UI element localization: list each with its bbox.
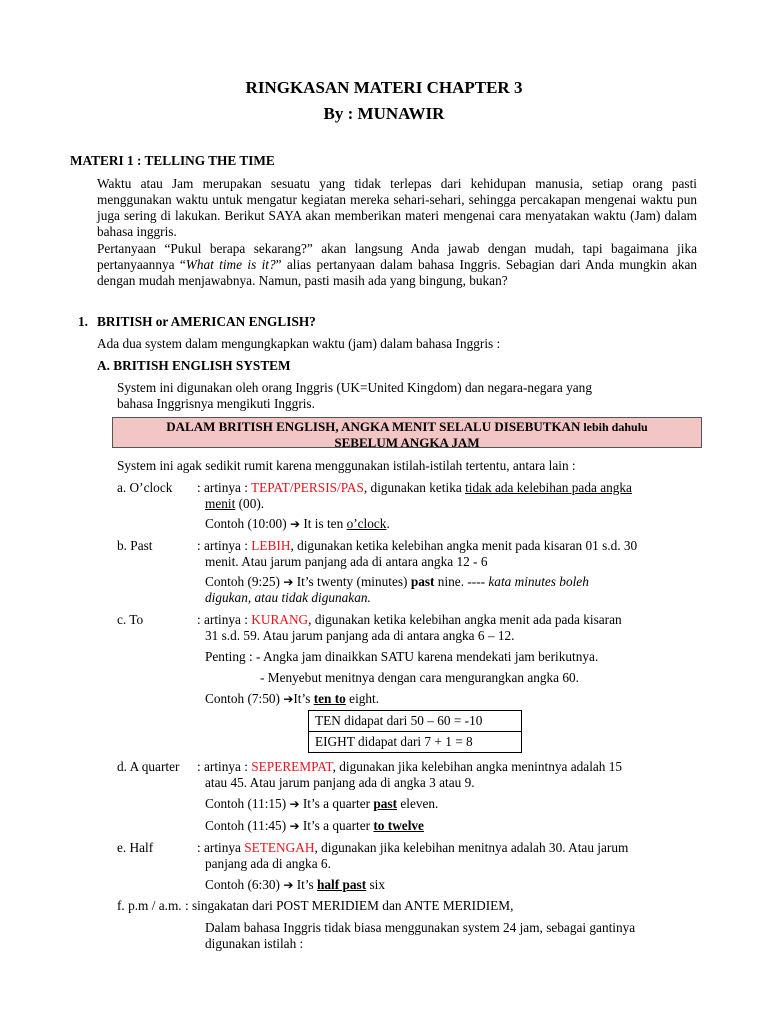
arrow-icon: ➔ [283, 878, 294, 892]
term-def-pm-am-line2: Dalam bahasa Inggris tidak biasa menggunakan system 24 jam, sebagai gantinya [205, 920, 636, 935]
arrow-icon: ➔ [283, 692, 294, 706]
materi-heading: MATERI 1 : TELLING THE TIME [70, 153, 275, 168]
calculation-cell: TEN didapat dari 50 – 60 = -10 [309, 711, 522, 732]
term-def-quarter: : artinya : SEPEREMPAT, digunakan jika kelebihan angka menintnya adalah 15 [197, 759, 623, 774]
term-label-to: c. To [117, 612, 144, 627]
materi-paragraph-2: Pertanyaan “Pukul berapa sekarang?” akan langsung Anda jawab dengan mudah, tapi bagaimana jika pertanyaannya “What time is it?” alias pertanyaan dalam bahasa Inggris. Sebagian dari Anda mungkin akan dengan mudah menjawabnya. Namun, pasti masih ada yang bingung, bukan? [97, 241, 698, 288]
table-row [309, 711, 522, 732]
document-title: RINGKASAN MATERI CHAPTER 3 [245, 78, 523, 97]
document-author: By : MUNAWIR [323, 104, 445, 123]
term-def-pm-am-line3: digunakan istilah : [205, 936, 304, 951]
term-def-half-line2: panjang ada di angka 6. [205, 856, 331, 871]
section-intro: Ada dua system dalam mengungkapkan waktu (jam) dalam bahasa Inggris : [97, 336, 501, 351]
term-label-past: b. Past [117, 538, 153, 553]
example-quarter-to: Contoh (11:45) ➔ It’s a quarter to twelve [205, 818, 424, 833]
example-quarter-past: Contoh (11:15) ➔ It’s a quarter past eleven. [205, 796, 439, 811]
penting-line1: Penting : - Angka jam dinaikkan SATU karena mendekati jam berikutnya. [205, 649, 599, 664]
materi-paragraph-1: Waktu atau Jam merupakan sesuatu yang tidak terlepas dari kehidupan manusia, setiap orang pasti menggunakan waktu untuk mengatur kegiatan mereka sehari-sehari, sehingga percakapan mengenai waktu pun juga sering di lakukan. Berikut SAYA akan memberikan materi mengenai cara menyatakan waktu (Jam) dalam bahasa inggris. [97, 176, 697, 239]
calculation-cell: EIGHT didapat dari 7 + 1 = 8 [309, 732, 522, 753]
term-label-oclock: a. O’clock [117, 480, 173, 495]
example-oclock: Contoh (10:00) ➔ It is ten o’clock. [205, 516, 390, 531]
section-heading: BRITISH or AMERICAN ENGLISH? [97, 314, 316, 329]
arrow-icon: ➔ [289, 797, 300, 811]
term-def-past: : artinya : LEBIH, digunakan ketika kelebihan angka menit pada kisaran 01 s.d. 30 [197, 538, 638, 553]
penting-line2: - Menyebut menitnya dengan cara mengurangkan angka 60. [260, 670, 580, 685]
system-note: System ini agak sedikit rumit karena menggunakan istilah-istilah tertentu, antara lain : [117, 458, 576, 473]
subsection-desc-line1: System ini digunakan oleh orang Inggris (UK=United Kingdom) dan negara-negara yang [117, 380, 592, 395]
subsection-heading: A. BRITISH ENGLISH SYSTEM [97, 358, 291, 373]
term-def-oclock-line2: menit (00). [205, 496, 265, 511]
example-past-note: digukan, atau tidak digunakan. [205, 590, 371, 605]
term-def-quarter-line2: atau 45. Atau jarum panjang ada di angka 3 atau 9. [205, 775, 475, 790]
calculation-table [308, 710, 522, 753]
subsection-desc-line2: bahasa Inggrisnya mengikuti Inggris. [117, 396, 315, 411]
term-label-pm-am: f. p.m / a.m. : singakatan dari POST MERIDIEM dan ANTE MERIDIEM, [117, 898, 514, 913]
term-label-half: e. Half [117, 840, 154, 855]
example-past: Contoh (9:25) ➔ It’s twenty (minutes) past nine. ---- kata minutes boleh [205, 574, 589, 589]
example-half: Contoh (6:30) ➔ It’s half past six [205, 877, 385, 892]
term-def-to-line2: 31 s.d. 59. Atau jarum panjang ada di antara angka 6 – 12. [205, 628, 515, 643]
arrow-icon: ➔ [289, 819, 300, 833]
term-def-to: : artinya : KURANG, digunakan ketika kelebihan angka menit ada pada kisaran [197, 612, 622, 627]
highlight-box: DALAM BRITISH ENGLISH, ANGKA MENIT SELALU DISEBUTKAN lebih dahulu SEBELUM ANGKA JAM [112, 417, 702, 448]
term-def-past-line2: menit. Atau jarum panjang ada di antara angka 12 - 6 [205, 554, 488, 569]
example-to: Contoh (7:50) ➔It’s ten to eight. [205, 691, 380, 706]
arrow-icon: ➔ [289, 517, 301, 531]
term-def-oclock: : artinya : TEPAT/PERSIS/PAS, digunakan ketika tidak ada kelebihan pada angka [197, 480, 632, 495]
term-label-quarter: d. A quarter [117, 759, 180, 774]
arrow-icon: ➔ [283, 575, 294, 589]
term-def-half: : artinya SETENGAH, digunakan jika kelebihan menitnya adalah 30. Atau jarum [197, 840, 629, 855]
table-row [309, 732, 522, 753]
section-number: 1. [78, 314, 88, 329]
